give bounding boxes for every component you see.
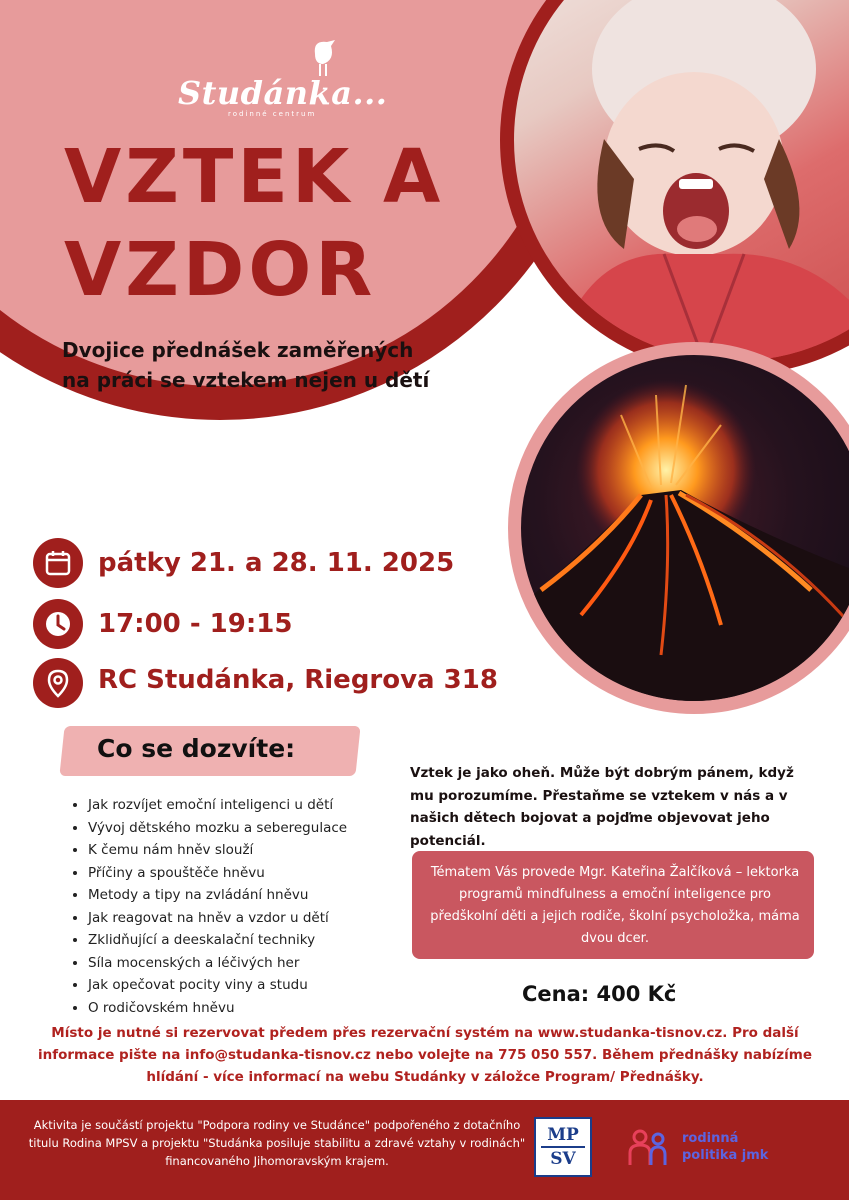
volcano-illustration — [521, 355, 849, 701]
event-place: RC Studánka, Riegrova 318 — [98, 665, 498, 695]
subtitle — [62, 335, 492, 395]
rodinna-politika-logo — [682, 1130, 768, 1164]
child-illustration — [514, 0, 849, 361]
page-title-line-1: VZTEK A — [64, 134, 445, 220]
logo-subtitle: rodinné centrum — [228, 110, 317, 118]
event-date: pátky 21. a 28. 11. 2025 — [98, 548, 455, 578]
list-item: • K čemu nám hněv slouží — [88, 839, 408, 862]
mpsv-logo-line-1: MP — [547, 1125, 579, 1145]
reservation-info: Místo je nutné si rezervovat předem přes rezervační systém na www.studanka-tisnov.cz. Pro další informace pište na info@studanka-tisnov.cz nebo volejte na 775 050 557. Během přednášky nabízíme hlídání - více informací na webu Studánky v záložce Program/ Přednášky. — [37, 1025, 813, 1085]
rp-line-1: rodinná — [682, 1131, 739, 1146]
mpsv-logo — [534, 1117, 592, 1177]
mpsv-logo-line-2: SV — [550, 1149, 576, 1169]
logo-wordmark: Studánka... — [178, 74, 388, 112]
calendar-icon — [33, 538, 83, 588]
list-item: • Síla mocenských a léčivých her — [88, 952, 408, 975]
family-icon — [624, 1127, 676, 1171]
topics-list — [66, 794, 408, 1019]
list-item: • Vývoj dětského mozku a seberegulace — [88, 817, 408, 840]
list-item: • Jak reagovat na hněv a vzdor u dětí — [88, 907, 408, 930]
rp-line-2: politika jmk — [682, 1148, 769, 1163]
footer-funding-text: Aktivita je součástí projektu "Podpora rodiny ve Studánce" podpořeného z dotačního titulu Rodina MPSV a projektu "Studánka posiluje stabilitu a zdravé vztahy v rodinách" financovaného Jihomoravským krajem. — [28, 1118, 526, 1168]
subtitle-line-2: na práci se vztekem nejen u dětí — [62, 368, 430, 392]
subtitle-line-1: Dvojice přednášek zaměřených — [62, 338, 414, 362]
list-item: • Metody a tipy na zvládání hněvu — [88, 884, 408, 907]
photo-screaming-child — [500, 0, 849, 375]
list-item: • Jak rozvíjet emoční inteligenci u dětí — [88, 794, 408, 817]
list-item: • Zklidňující a deeskalační techniky — [88, 929, 408, 952]
clock-icon — [33, 599, 83, 649]
list-item: • Příčiny a spouštěče hněvu — [88, 862, 408, 885]
location-pin-icon — [33, 658, 83, 708]
price: Cena: 400 Kč — [522, 982, 677, 1006]
event-time: 17:00 - 19:15 — [98, 609, 293, 639]
lecturer-info: Tématem Vás provede Mgr. Kateřina Žalčíková – lektorka programů mindfulness a emoční inteligence pro předškolní děti a jejich rodiče, školní psycholožka, máma dvou dcer. — [430, 865, 800, 946]
list-item: • O rodičovském hněvu — [88, 997, 408, 1020]
photo-erupting-volcano — [508, 342, 849, 714]
learn-heading: Co se dozvíte: — [97, 734, 296, 763]
quote-paragraph: Vztek je jako oheň. Může být dobrým pánem, když mu porozumíme. Přestaňme se vztekem v nás a v našich dětech bojovat a pojďme objevovat jeho potenciál. — [410, 765, 794, 849]
page-title-line-2: VZDOR — [64, 227, 377, 313]
list-item: • Jak opečovat pocity viny a studu — [88, 974, 408, 997]
